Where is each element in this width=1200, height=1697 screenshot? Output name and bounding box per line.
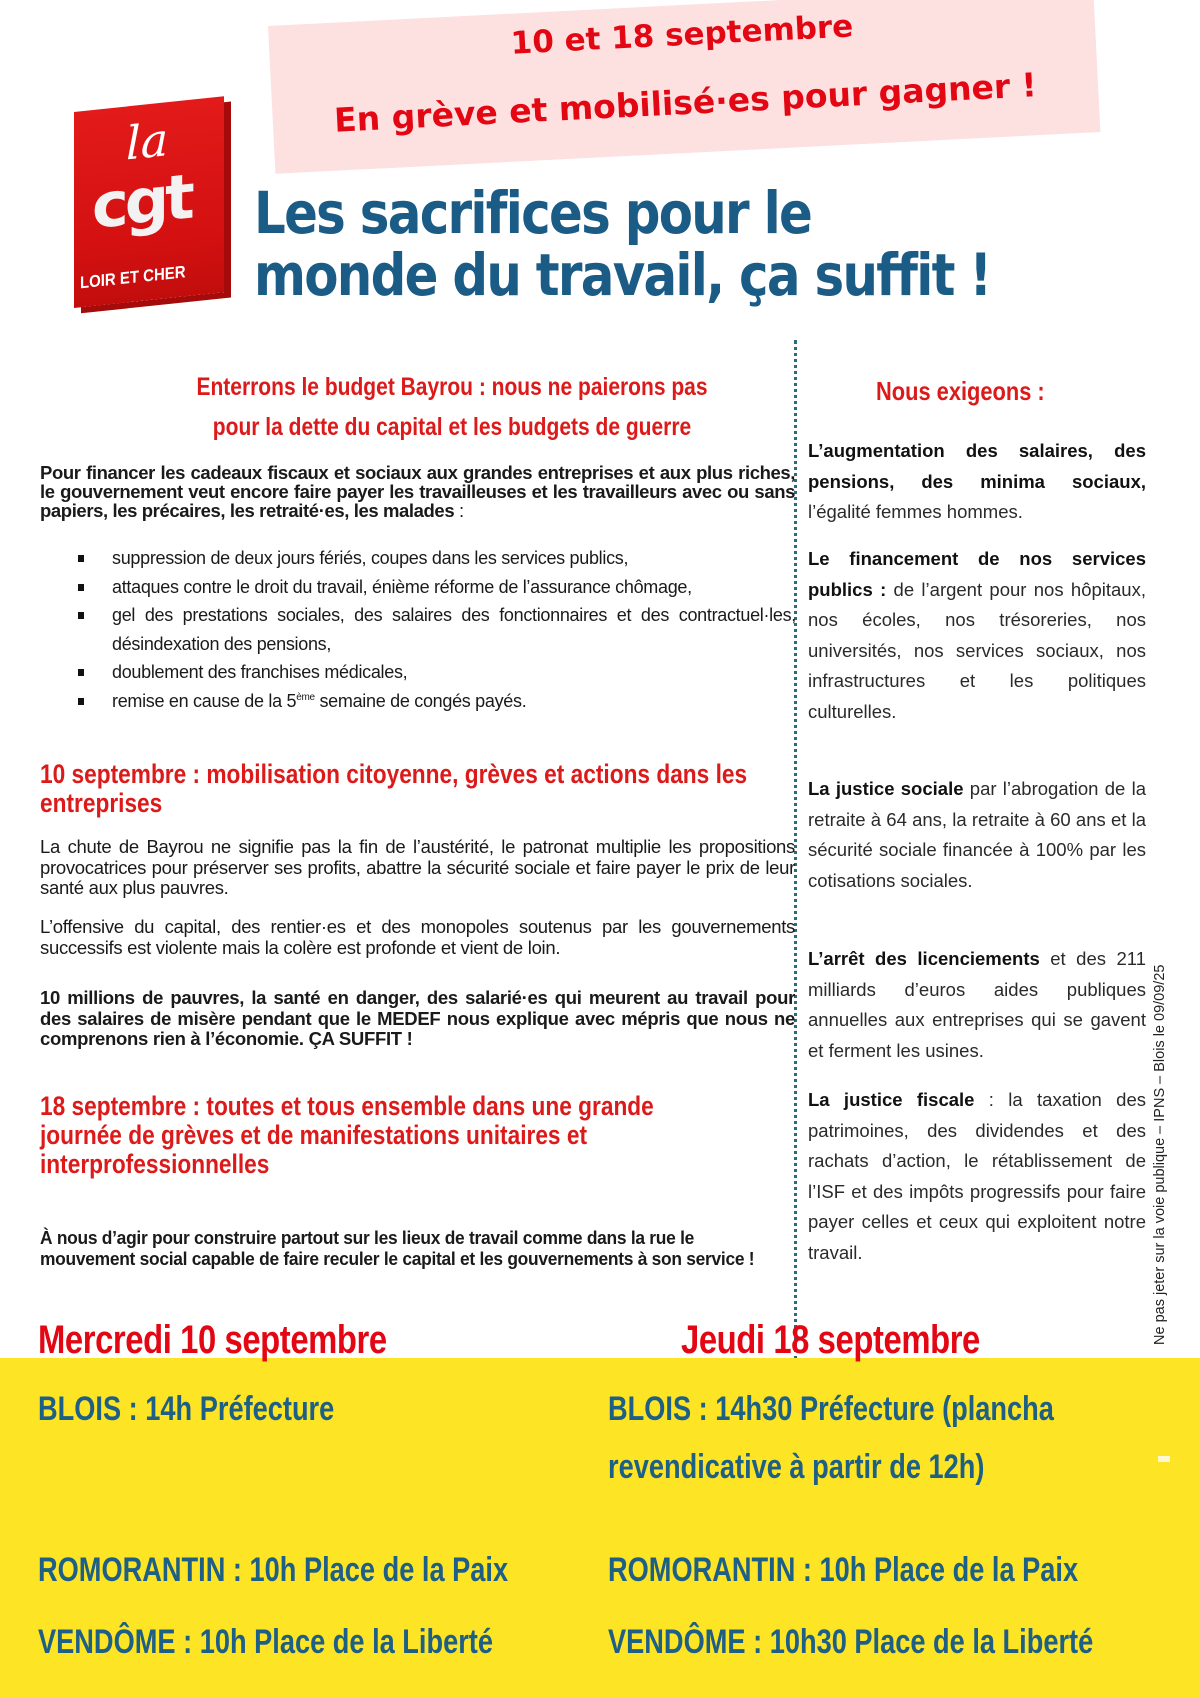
heading-18-septembre: 18 septembre : toutes et tous ensemble dans une grande journée de grèves et de manifestations unitaires et interprofessionnelles [40, 1091, 654, 1179]
logo-la-text: la [126, 112, 169, 171]
heading-budget-line-2: pour la dette du capital et les budgets de guerre [212, 413, 692, 441]
demand-text: l’égalité femmes hommes. [808, 501, 1023, 522]
demand-bold: La justice sociale [808, 778, 964, 799]
banner-slogan: En grève et mobilisé·es pour gagner ! [333, 65, 1038, 140]
demand-text: de l’argent pour nos hôpitaux, nos écoles, nos trésoreries, nos universités, nos services sociaux, nos infrastructures et les politiques culturelles. [808, 578, 1146, 722]
event-day2-blois-line-2: revendicative à partir de 12h) [608, 1448, 985, 1486]
demand-text: : la taxation des patrimoines, des dividendes et des rachats d’action, le rétablissement de l’ISF et des impôts progressifs pour faire payer celles et ceux qui exploitent notre travail. [808, 1089, 1146, 1263]
demand-tax-justice [808, 1085, 1146, 1268]
heading-budget-line-1: Enterrons le budget Bayrou : nous ne paierons pas [196, 373, 708, 401]
day-heading-jeudi: Jeudi 18 septembre [681, 1318, 980, 1362]
intro-paragraph [40, 463, 795, 520]
heading-budget [133, 367, 771, 447]
cuts-list [76, 544, 796, 715]
intro-tail: : [454, 500, 464, 521]
day-heading-mercredi: Mercredi 10 septembre [38, 1318, 387, 1362]
list-item-text: remise en cause de la 5 [112, 690, 297, 711]
banner-dates: 10 et 18 septembre [509, 8, 855, 62]
list-item-text: semaine de congés payés. [314, 690, 527, 711]
event-day1-blois: BLOIS : 14h Préfecture [38, 1390, 335, 1428]
intro-bold: Pour financer les cadeaux fiscaux et sociaux aux grandes entreprises et aux plus riches, le gouvernement veut encore faire payer les travailleuses et les travailleurs avec ou sans papiers, les précaires, les retraité·es, les malades [40, 462, 795, 521]
demand-bold: La justice fiscale [808, 1089, 975, 1110]
cgt-logo [74, 96, 224, 308]
demand-bold: L’augmentation des salaires, des pensions, des minima sociaux, [808, 440, 1146, 492]
events-panel [0, 1358, 1200, 1697]
event-day2-vendome: VENDÔME : 10h30 Place de la Liberté [608, 1623, 1094, 1661]
decorative-mark [1158, 1456, 1170, 1462]
demand-wages [808, 436, 1146, 528]
logo-cgt-text: cgt [92, 159, 191, 244]
logo-department: LOIR ET CHER [80, 262, 186, 293]
page-title [254, 179, 1028, 309]
list-item: suppression de deux jours fériés, coupes dans les services publics, [76, 544, 796, 573]
title-line-1: Les sacrifices pour le [254, 179, 812, 247]
event-day2-blois-line-1: BLOIS : 14h30 Préfecture (plancha [608, 1390, 1054, 1428]
demand-bold: L’arrêt des licenciements [808, 948, 1040, 969]
paragraph-pauvres: 10 millions de pauvres, la santé en danger, des salarié·es qui meurent au travail pour des salaires de misère pendant que le MEDEF nous explique avec mépris que nous ne comprenons rien à l’économie. ÇA SUFFIT ! [40, 987, 795, 1049]
demand-text: par l’abrogation de la retraite à 64 ans, la retraite à 60 ans et la sécurité sociale financée à 100% par les cotisations sociales. [808, 778, 1146, 891]
demand-bold: Le financement de nos services publics : [808, 548, 1146, 600]
demand-layoffs [808, 944, 1146, 1066]
event-day1-vendome: VENDÔME : 10h Place de la Liberté [38, 1623, 493, 1661]
demand-text: et des 211 milliards d’euros aides publiques annuelles aux entreprises qui se gavent et ferment les usines. [808, 948, 1146, 1061]
heading-demands: Nous exigeons : [876, 376, 1045, 406]
list-item: doublement des franchises médicales, [76, 658, 796, 687]
title-line-2: monde du travail, ça suffit ! [254, 241, 991, 309]
event-day2-blois [608, 1380, 1054, 1496]
paragraph-call-to-action: À nous d’agir pour construire partout sur les lieux de travail comme dans la rue le mouvement social capable de faire reculer le capital et les gouvernements à son service ! [40, 1227, 755, 1269]
header-banner [268, 0, 1100, 174]
ordinal-superscript: ème [296, 691, 315, 703]
heading-10-septembre: 10 septembre : mobilisation citoyenne, grèves et actions dans les entreprises [40, 759, 748, 818]
list-item: gel des prestations sociales, des salaires des fonctionnaires et des contractuel·les, désindexation des pensions, [76, 601, 796, 658]
legal-note: Ne pas jeter sur la voie publique – IPNS – Blois le 09/09/25 [1152, 964, 1168, 1345]
event-day1-romorantin: ROMORANTIN : 10h Place de la Paix [38, 1551, 509, 1589]
paragraph-austerity: La chute de Bayrou ne signifie pas la fin de l’austérité, le patronat multiplie les propositions provocatrices pour préserver ses profits, abattre la sécurité sociale et faire payer le prix de leur santé aux plus pauvres. [40, 836, 795, 898]
list-item: attaques contre le droit du travail, énième réforme de l’assurance chômage, [76, 573, 796, 602]
paragraph-offensive: L’offensive du capital, des rentier·es et des monopoles soutenus par les gouvernements successifs est violente mais la colère est profonde et vient de loin. [40, 916, 795, 958]
list-item [76, 687, 796, 716]
demand-public-services [808, 544, 1146, 727]
event-day2-romorantin: ROMORANTIN : 10h Place de la Paix [608, 1551, 1079, 1589]
demand-social-justice [808, 774, 1146, 896]
